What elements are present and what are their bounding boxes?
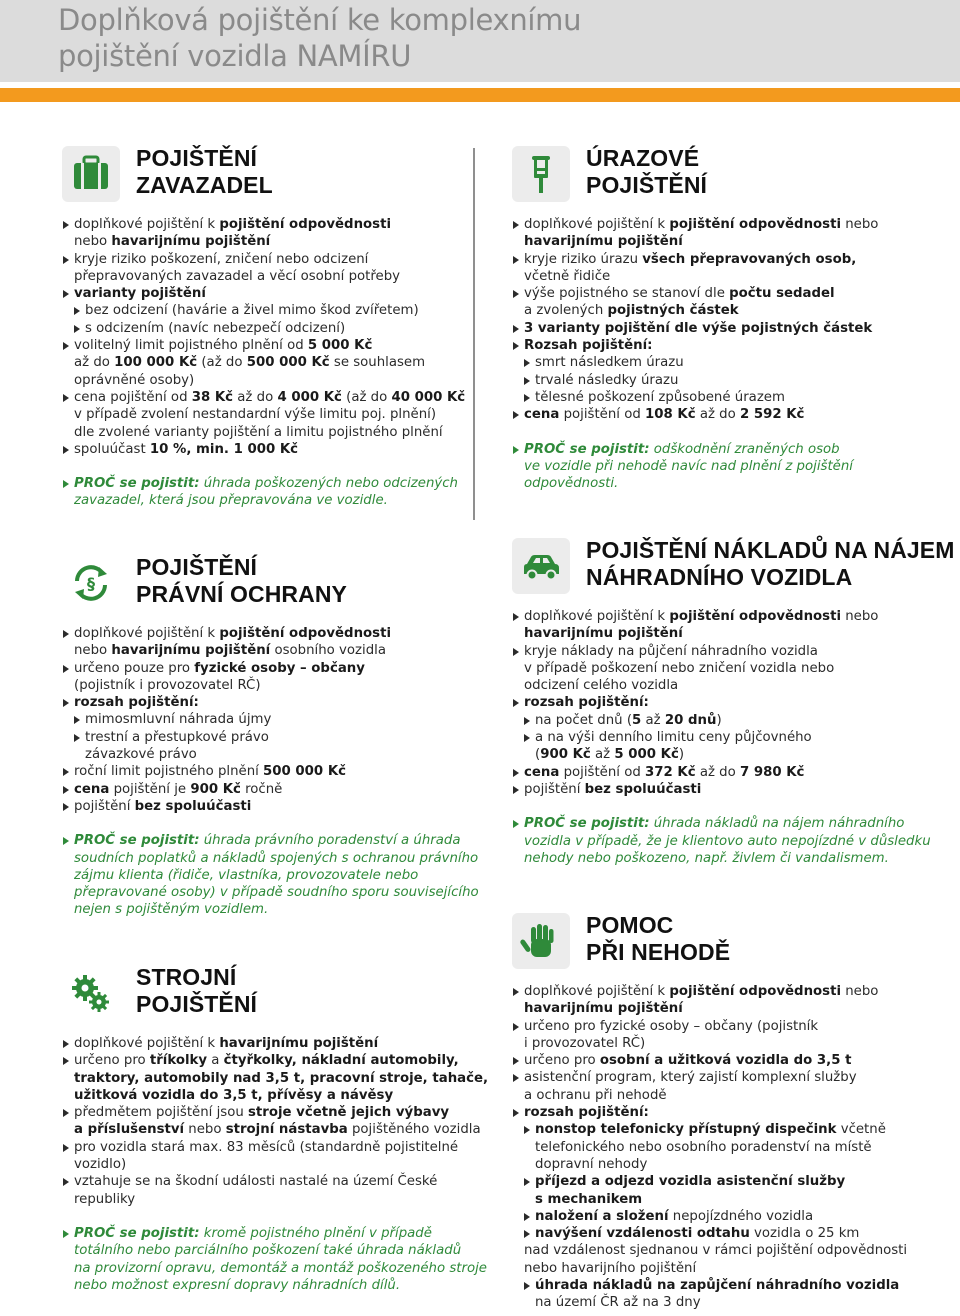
list-item: určeno pro osobní a užitková vozidla do 3,5 t bbox=[512, 1052, 907, 1069]
why-insure: PROČ se pojistit: úhrada nákladů na nájem náhradního bbox=[512, 815, 931, 832]
list-item: určeno pro fyzické osoby – občany (pojistník bbox=[512, 1018, 907, 1035]
list-item: tělesné poškození způsobené úrazem bbox=[512, 389, 878, 406]
list-item: nebo havarijnímu pojištění osobního vozidla bbox=[74, 643, 386, 659]
section-title: POJIŠTĚNÍ NÁKLADŮ NA NÁJEM NÁHRADNÍHO VOZIDLA bbox=[586, 537, 955, 590]
list-item: výše pojistného se stanoví dle počtu sedadel bbox=[512, 285, 878, 302]
list-item: traktory, automobily nad 3,5 t, pracovní stroje, tahače, bbox=[74, 1070, 489, 1086]
list-item: s odcizením (navíc nebezpečí odcizení) bbox=[62, 320, 465, 337]
list-item: na území ČR až na 3 dny bbox=[535, 1295, 701, 1311]
list-item: cena pojištění od 372 Kč až do 7 980 Kč bbox=[512, 764, 931, 781]
list-item: havarijnímu pojištění bbox=[524, 234, 683, 250]
item-list bbox=[512, 216, 878, 492]
list-item: a příslušenství nebo strojní nástavba pojištěného vozidla bbox=[74, 1122, 481, 1138]
list-item: určeno pro tříkolky a čtyřkolky, nákladní automobily, bbox=[62, 1052, 488, 1069]
list-item: asistenční program, který zajistí komplexní služby bbox=[512, 1069, 907, 1086]
luggage-icon bbox=[62, 146, 120, 202]
why-insure: zavazadel, která jsou přepravována ve vozidle. bbox=[74, 493, 388, 509]
list-item: cena pojištění od 108 Kč až do 2 592 Kč bbox=[512, 406, 878, 423]
list-item: rozsah pojištění: bbox=[512, 694, 931, 711]
list-item: mimosmluvní náhrada újmy bbox=[62, 711, 479, 728]
why-insure: ve vozidle při nehodě navíc nad plnění z pojištění bbox=[524, 458, 853, 474]
list-item: určeno pouze pro fyzické osoby – občany bbox=[62, 660, 479, 677]
list-item: a ochranu při nehodě bbox=[524, 1087, 667, 1103]
why-insure: totálního nebo parciálního poškození také úhrada nákladů bbox=[74, 1243, 462, 1259]
list-item: a na výši denního limitu ceny půjčovného bbox=[512, 729, 931, 746]
section-title: POJIŠTĚNÍ ZAVAZADEL bbox=[136, 145, 273, 198]
list-item: přepravovaných zavazadel a věcí osobní potřeby bbox=[74, 268, 401, 284]
svg-text:§: § bbox=[87, 574, 95, 593]
why-insure: PROČ se pojistit: odškodnění zraněných osob bbox=[512, 441, 878, 458]
list-item: úhrada nákladů na zapůjčení náhradního vozidla bbox=[512, 1277, 907, 1294]
list-item: trvalé následky úrazu bbox=[512, 372, 878, 389]
legal-paragraph-icon bbox=[62, 555, 120, 611]
list-item: smrt následkem úrazu bbox=[512, 354, 878, 371]
item-list bbox=[512, 983, 907, 1312]
list-item: a zvolených pojistných částek bbox=[524, 303, 739, 319]
why-insure: nehody nebo poškozeno, např. živlem či vandalismem. bbox=[524, 850, 889, 866]
list-item: vozidlo) bbox=[74, 1157, 127, 1173]
item-list bbox=[62, 625, 479, 919]
list-item: (pojistník i provozovatel RČ) bbox=[74, 677, 261, 693]
list-item: doplňkové pojištění k pojištění odpovědnosti bbox=[62, 216, 465, 233]
list-item: nonstop telefonicky přístupný dispečink včetně bbox=[512, 1121, 907, 1138]
hand-icon bbox=[512, 913, 570, 969]
list-item: cena pojištění je 900 Kč ročně bbox=[62, 781, 479, 798]
why-insure: PROČ se pojistit: úhrada poškozených nebo odcizených bbox=[62, 475, 465, 492]
item-list bbox=[62, 1035, 488, 1294]
list-item: pojištění bez spoluúčasti bbox=[512, 781, 931, 798]
why-insure: PROČ se pojistit: kromě pojistného plnění v případě bbox=[62, 1225, 488, 1242]
list-item: havarijnímu pojištění bbox=[524, 626, 683, 642]
list-item: republiky bbox=[74, 1191, 136, 1207]
crutch-icon bbox=[512, 146, 570, 202]
list-item: telefonického nebo osobního poradenství na místě bbox=[535, 1139, 872, 1155]
list-item: doplňkové pojištění k havarijnímu pojištění bbox=[62, 1035, 488, 1052]
car-icon bbox=[512, 538, 570, 594]
list-item: včetně řidiče bbox=[524, 268, 611, 284]
list-item: doplňkové pojištění k pojištění odpovědnosti nebo bbox=[512, 608, 931, 625]
page-title: Doplňková pojištění ke komplexnímu pojištění vozidla NAMÍRU bbox=[58, 3, 582, 73]
list-item: vztahuje se na škodní události nastalé na území České bbox=[62, 1173, 488, 1190]
list-item: navýšení vzdálenosti odtahu vozidla o 25 km bbox=[512, 1225, 907, 1242]
list-item: až do 100 000 Kč (až do 500 000 Kč se souhlasem bbox=[74, 355, 426, 371]
list-item: havarijnímu pojištění bbox=[524, 1001, 683, 1017]
item-list bbox=[62, 216, 465, 510]
item-list bbox=[512, 608, 931, 867]
section-title: POMOC PŘI NEHODĚ bbox=[586, 912, 731, 965]
list-item: kryje náklady na půjčení náhradního vozidla bbox=[512, 643, 931, 660]
list-item: doplňkové pojištění k pojištění odpovědnosti nebo bbox=[512, 983, 907, 1000]
list-item: (900 Kč až 5 000 Kč) bbox=[535, 747, 685, 763]
list-item: nad vzdálenost sjednanou v rámci pojištění odpovědnosti bbox=[524, 1243, 908, 1259]
list-item: oprávněné osoby) bbox=[74, 372, 195, 388]
why-insure: soudních poplatků a nákladů spojených s ochranou právního bbox=[74, 850, 479, 866]
why-insure: zájmu klienta (řidiče, vlastníka, provozovatele nebo bbox=[74, 867, 419, 883]
list-item: nebo havarijního pojištění bbox=[524, 1260, 697, 1276]
why-insure: na provizorní opravu, demontáž a montáž poškozeného stroje bbox=[74, 1260, 487, 1276]
list-item: rozsah pojištění: bbox=[62, 694, 479, 711]
list-item: dopravní nehody bbox=[535, 1156, 648, 1172]
list-item: v případě poškození nebo zničení vozidla nebo bbox=[524, 660, 835, 676]
list-item: roční limit pojistného plnění 500 000 Kč bbox=[62, 763, 479, 780]
list-item: pojištění bez spoluúčasti bbox=[62, 798, 479, 815]
header-bar bbox=[0, 0, 960, 82]
why-insure: nejen s pojištěným vozidlem. bbox=[74, 902, 269, 918]
list-item: varianty pojištění bbox=[62, 285, 465, 302]
list-item: cena pojištění od 38 Kč až do 4 000 Kč (až do 40 000 Kč bbox=[62, 389, 465, 406]
list-item: doplňkové pojištění k pojištění odpovědnosti nebo bbox=[512, 216, 878, 233]
why-insure: nebo možnost expresní dopravy náhradních dílů. bbox=[74, 1277, 401, 1293]
list-item: 3 varianty pojištění dle výše pojistných částek bbox=[512, 320, 878, 337]
list-item: příjezd a odjezd vozidla asistenční služby bbox=[512, 1173, 907, 1190]
list-item: závazkové právo bbox=[85, 747, 197, 763]
list-item: odcizení celého vozidla bbox=[524, 678, 679, 694]
list-item: kryje riziko úrazu všech přepravovaných osob, bbox=[512, 251, 878, 268]
list-item: kryje riziko poškození, zničení nebo odcizení bbox=[62, 251, 465, 268]
list-item: spoluúčast 10 %, min. 1 000 Kč bbox=[62, 441, 465, 458]
section-title: POJIŠTĚNÍ PRÁVNÍ OCHRANY bbox=[136, 554, 347, 607]
list-item: s mechanikem bbox=[535, 1191, 643, 1207]
list-item: nebo havarijnímu pojištění bbox=[74, 234, 271, 250]
list-item: naložení a složení nepojízdného vozidla bbox=[512, 1208, 907, 1225]
why-insure: vozidla v případě, že je klientovo auto nepojízdné v důsledku bbox=[524, 833, 931, 849]
list-item: bez odcizení (havárie a živel mimo škod zvířetem) bbox=[62, 302, 465, 319]
why-insure: PROČ se pojistit: úhrada právního poradenství a úhrada bbox=[62, 832, 479, 849]
list-item: trestní a přestupkové právo bbox=[62, 729, 479, 746]
why-insure: odpovědnosti. bbox=[524, 476, 619, 492]
column-divider bbox=[473, 148, 475, 520]
list-item: v případě zvolení nestandardní výše limitu poj. plnění) bbox=[74, 407, 437, 423]
list-item: Rozsah pojištění: bbox=[512, 337, 878, 354]
gears-icon bbox=[62, 965, 120, 1021]
list-item: rozsah pojištění: bbox=[512, 1104, 907, 1121]
list-item: dle zvolené varianty pojištění a limitu pojistného plnění bbox=[74, 424, 443, 440]
accent-stripe bbox=[0, 88, 960, 102]
list-item: předmětem pojištění jsou stroje včetně jejich výbavy bbox=[62, 1104, 488, 1121]
list-item: i provozovatel RČ) bbox=[524, 1035, 646, 1051]
list-item: doplňkové pojištění k pojištění odpovědnosti bbox=[62, 625, 479, 642]
why-insure: přepravované osoby) v případě soudního sporu souvisejícího bbox=[74, 885, 479, 901]
list-item: na počet dnů (5 až 20 dnů) bbox=[512, 712, 931, 729]
section-title: ÚRAZOVÉ POJIŠTĚNÍ bbox=[586, 145, 708, 198]
list-item: užitková vozidla do 3,5 t, přívěsy a návěsy bbox=[74, 1087, 394, 1103]
list-item: volitelný limit pojistného plnění od 5 000 Kč bbox=[62, 337, 465, 354]
section-title: STROJNÍ POJIŠTĚNÍ bbox=[136, 964, 258, 1017]
list-item: pro vozidla stará max. 83 měsíců (standardně pojistitelné bbox=[62, 1139, 488, 1156]
